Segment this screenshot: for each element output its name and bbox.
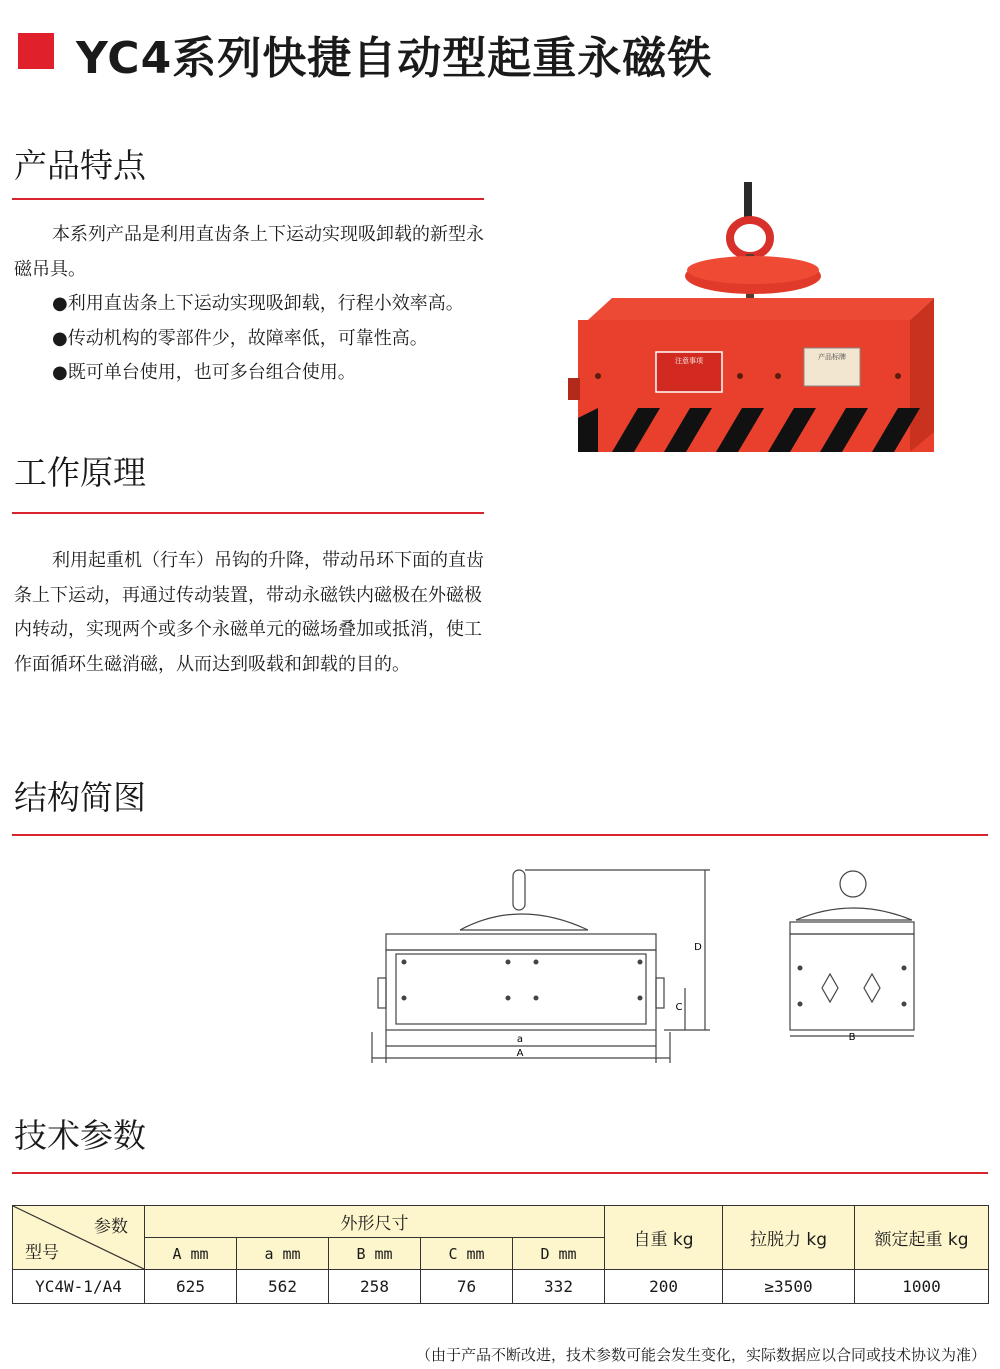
cell-D: 332: [513, 1270, 605, 1304]
dim-label-C: C: [675, 1002, 683, 1013]
principle-heading: 工作原理: [14, 453, 146, 492]
table-row: [13, 1270, 989, 1304]
svg-text:产品标牌: 产品标牌: [818, 353, 846, 361]
corner-params: 参数: [94, 1217, 128, 1237]
features-rule: [12, 198, 484, 200]
principle-body: [14, 544, 494, 682]
cell-a: 562: [237, 1270, 329, 1304]
feature-item: ●传动机构的零部件少，故障率低，可靠性高。: [52, 327, 428, 349]
page-title: YC4系列快捷自动型起重永磁铁: [76, 33, 713, 84]
feature-item: ●利用直齿条上下运动实现吸卸载，行程小效率高。: [52, 293, 464, 314]
pull-header: 拉脱力 kg: [723, 1206, 855, 1270]
corner-model: 型号: [25, 1243, 59, 1263]
specs-rule: [12, 1172, 988, 1174]
dim-label-D: D: [694, 942, 702, 953]
cell-A: 625: [145, 1270, 237, 1304]
dim-header: A mm: [145, 1238, 237, 1270]
model-cell: YC4W-1/A4: [13, 1270, 145, 1304]
specs-heading: 技术参数: [14, 1116, 146, 1155]
structure-diagram: [360, 858, 990, 1073]
cell-rated: 1000: [855, 1270, 989, 1304]
principle-text: 利用起重机（行车）吊钩的升降，带动吊环下面的直齿条上下运动，再通过传动装置，带动永磁铁内磁极在外磁极内转动，实现两个或多个永磁单元的磁场叠加或抵消，使工作面循环生磁消磁，从而达到吸载和卸载的目的。: [14, 550, 484, 675]
feature-item: ●既可单台使用，也可多台组合使用。: [52, 362, 356, 383]
dim-header: D mm: [513, 1238, 605, 1270]
features-intro: [14, 218, 494, 287]
cell-B: 258: [329, 1270, 421, 1304]
cell-pull: ≥3500: [723, 1270, 855, 1304]
features-list: [52, 287, 464, 391]
dim-header: B mm: [329, 1238, 421, 1270]
svg-text:注意事项: 注意事项: [675, 357, 703, 365]
specs-table: [12, 1205, 989, 1304]
features-intro-text: 本系列产品是利用直齿条上下运动实现吸卸载的新型永磁吊具。: [14, 224, 484, 280]
cell-weight: 200: [605, 1270, 723, 1304]
front-top-plate: [386, 934, 656, 950]
dim-label-a: a: [516, 1034, 524, 1045]
title-marker: [18, 33, 54, 69]
front-ring: [513, 870, 525, 910]
side-ring: [840, 871, 866, 897]
features-heading: 产品特点: [14, 146, 146, 185]
footnote: （由于产品不断改进，技术参数可能会发生变化，实际数据应以合同或技术协议为准）: [415, 1346, 986, 1364]
product-photo: [568, 182, 938, 462]
structure-heading: 结构简图: [14, 778, 146, 817]
structure-rule: [12, 834, 988, 836]
front-cover: [460, 914, 588, 930]
front-body: [386, 950, 656, 1030]
magnet-top: [588, 298, 934, 320]
principle-rule: [12, 512, 484, 514]
dim-label-B: B: [848, 1032, 856, 1043]
weight-header: 自重 kg: [605, 1206, 723, 1270]
table-header-row: [13, 1206, 989, 1238]
cell-C: 76: [421, 1270, 513, 1304]
dimensions-group-header: 外形尺寸: [145, 1206, 605, 1238]
side-body: [790, 934, 914, 1030]
rated-header: 额定起重 kg: [855, 1206, 989, 1270]
dim-label-A: A: [516, 1048, 524, 1059]
hook-chain: [744, 182, 752, 222]
dim-header: C mm: [421, 1238, 513, 1270]
corner-cell: [13, 1206, 145, 1270]
lifting-ring: [730, 220, 770, 256]
dim-header: a mm: [237, 1238, 329, 1270]
